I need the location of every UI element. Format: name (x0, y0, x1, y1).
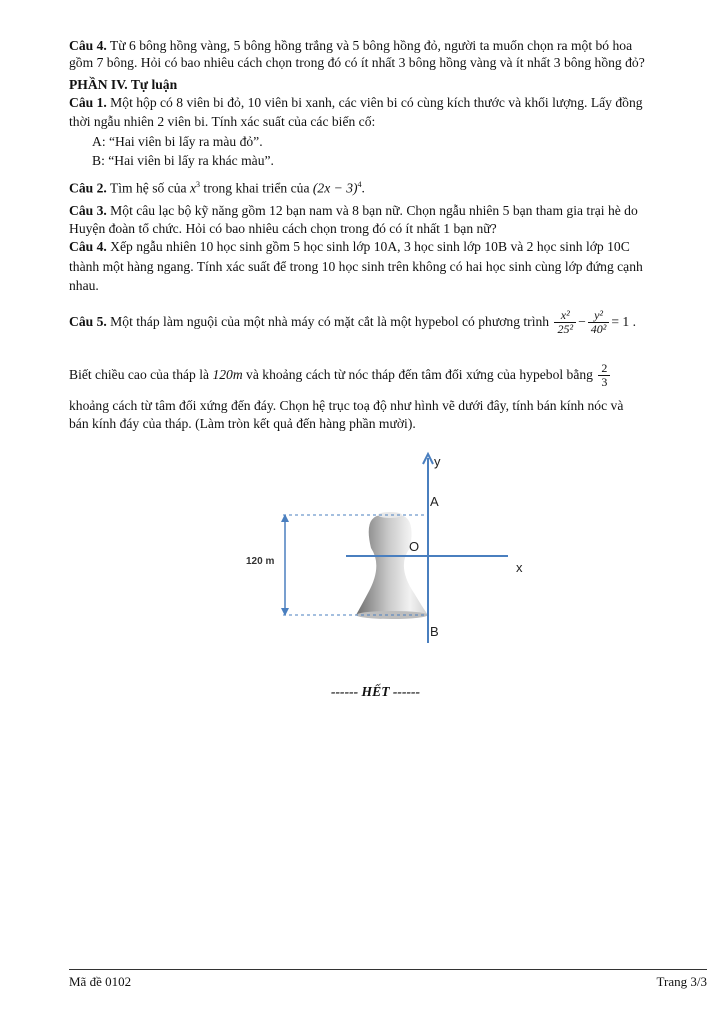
p5-line2-post: và khoảng cách từ nóc tháp đến tâm đối xứng của hypebol bằng (242, 367, 597, 382)
p5-line2 (69, 355, 612, 395)
p5-frac2-den: 40² (590, 322, 607, 337)
p2-power: 4 (357, 180, 362, 189)
p5-line2-pre: Biết chiều cao của tháp là (69, 367, 213, 382)
x-axis-label: x (516, 560, 523, 575)
y-axis-label: y (434, 454, 441, 469)
p5-label: Câu 5. (69, 314, 107, 329)
p4-line2: thành một hàng ngang. Tính xác suất để trong 10 học sinh trên không có hai học sinh cùng lớp đứng cạnh (69, 259, 643, 274)
p5-frac2 (588, 309, 610, 336)
p2-text-2: trong khai triển của (200, 180, 313, 196)
p4-line3: nhau. (69, 278, 99, 293)
footer-code: Mã đề 0102 (69, 974, 132, 989)
q4-text-1: Từ 6 bông hồng vàng, 5 bông hồng trắng và 5 bông hồng đỏ, người ta muốn chọn ra một bó hoa (106, 38, 633, 53)
p3-line2: Huyện đoàn tổ chức. Hỏi có bao nhiêu cách chọn trong đó có ít nhất 1 bạn nữ? (69, 221, 497, 236)
p1-event-a: A: “Hai viên bi lấy ra màu đỏ”. (92, 134, 263, 149)
point-b-label: B (430, 624, 439, 639)
q4-line2: gồm 7 bông. Hỏi có bao nhiêu cách chọn trong đó có ít nhất 3 bông hồng vàng và ít nhất 3 bông hồng đỏ? (69, 55, 645, 70)
p5-frac1-num: x² (554, 309, 576, 323)
p5-ratio-num: 2 (598, 362, 610, 376)
end-mark: ------ HẾT ------ (331, 684, 421, 699)
p2-text-1: Tìm hệ số của (106, 180, 190, 196)
p1-event-b: B: “Hai viên bi lấy ra khác màu”. (92, 153, 274, 168)
p3-text-1: Một câu lạc bộ kỹ năng gồm 12 bạn nam và 8 bạn nữ. Chọn ngẫu nhiên 5 bạn tham gia trại hè do (106, 203, 638, 218)
p5-frac1-den: 25² (557, 322, 574, 337)
p2-var: x (189, 180, 197, 196)
p1-line2: thời ngẫu nhiên 2 viên bi. Tính xác suất của các biến cố: (69, 114, 376, 129)
p4-text-1: Xếp ngẫu nhiên 10 học sinh gồm 5 học sinh lớp 10A, 3 học sinh lớp 10B và 2 học sinh lớp 10C (106, 239, 630, 254)
p1-text-1: Một hộp có 8 viên bi đỏ, 10 viên bi xanh, các viên bi có cùng kích thước và khối lượng. Lấy đồng (106, 95, 643, 110)
q4-line1 (69, 37, 632, 54)
p5-ratio (598, 362, 610, 389)
origin-label: O (409, 539, 420, 554)
p1-line1 (69, 94, 643, 111)
height-label: 120 m (246, 556, 275, 567)
footer-page: Trang 3/3 (656, 974, 707, 989)
p5-line4: bán kính đáy của tháp. (Làm tròn kết quả đến hàng phần mười). (69, 416, 416, 431)
p1-label: Câu 1. (69, 95, 107, 110)
p5-eq: = 1 . (611, 314, 637, 329)
point-a-label: A (430, 494, 439, 509)
p5-frac1 (554, 309, 576, 336)
height-arrow-down-icon (281, 608, 289, 616)
p3-label: Câu 3. (69, 203, 107, 218)
p2-exp: 3 (196, 180, 201, 189)
p5-frac2-num: y² (588, 309, 610, 323)
q4-label: Câu 4. (69, 38, 107, 53)
p2-label: Câu 2. (69, 180, 107, 196)
hyperbola-tower-figure (238, 448, 538, 648)
footer-divider (69, 969, 707, 970)
p5-height: 120m (212, 367, 243, 382)
p5-minus: − (578, 314, 586, 329)
p5-line1 (69, 302, 636, 342)
p2-line (69, 176, 365, 197)
p2-expr: (2x − 3) (312, 180, 358, 196)
part4-title: PHẦN IV. Tự luận (69, 77, 178, 92)
p5-line3: khoảng cách từ tâm đối xứng đến đáy. Chọn hệ trục toạ độ như hình vẽ dưới đây, tính bán kính nóc và (69, 398, 624, 413)
p5-intro: Một tháp làm nguội của một nhà máy có mặt cắt là một hypebol có phương trình (106, 314, 553, 329)
p2-end: . (361, 180, 365, 196)
tower-body (356, 515, 428, 615)
p3-line1 (69, 202, 638, 219)
height-arrow-up-icon (281, 514, 289, 522)
p5-ratio-den: 3 (601, 375, 608, 390)
p4-line1 (69, 238, 630, 255)
p4-label: Câu 4. (69, 239, 107, 254)
